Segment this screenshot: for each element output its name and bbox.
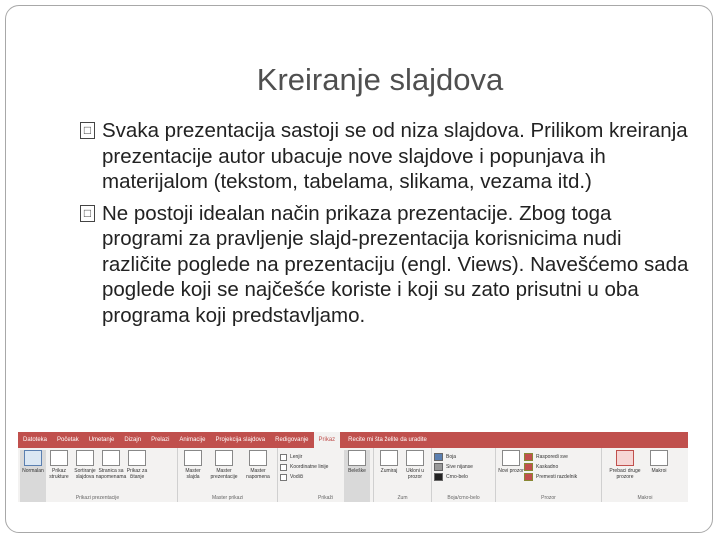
arrange-all-icon [524,453,533,461]
slide-sorter-icon [76,450,94,466]
gridlines-checkbox[interactable] [280,462,344,472]
normal-view-label: Normalan [22,468,44,474]
notes-master-icon [249,450,267,466]
new-window-icon [502,450,520,466]
slide-sorter-label: Sortiranje slajdova [74,468,96,480]
notes-icon [348,450,366,466]
notes-master-label: Master napomena [246,468,270,480]
handout-master-label: Master prezentacije [210,468,238,480]
group-label: Master prikazi [211,495,244,501]
black-white-option[interactable] [434,472,480,482]
cascade-icon [524,463,533,471]
tab-dizajn[interactable]: Dizajn [124,437,142,443]
arrange-all-button[interactable] [524,452,586,462]
move-split-label: Premesti razdelnik [536,474,578,480]
black-white-label: Crno-belo [446,474,468,480]
group-label: Makroi [637,495,653,501]
ribbon-groups [18,448,688,502]
ribbon-tabs [18,432,688,448]
reading-view-icon [128,450,146,466]
bullet-item [80,118,690,195]
tab-prikaz[interactable]: Prikaz [314,432,341,448]
group-zoom [374,448,432,502]
tab-redigovanje[interactable]: Redigovanje [275,437,309,443]
slide-title: Kreiranje slajdova [256,62,504,97]
group-label: Prozor [541,495,556,501]
group-master-views [178,448,278,502]
group-label: Prikazi prezentacije [75,495,120,501]
slide-body [80,118,690,334]
fit-to-window-label: Ukloni u prozor [405,468,425,480]
bullet-item [80,201,690,329]
handout-master-icon [215,450,233,466]
cascade-label: Kaskadno [536,464,559,470]
macros-icon [650,450,668,466]
group-label: Boja/crno-belo [447,495,480,501]
gridlines-label: Koordinatne linije [290,464,329,470]
outline-view-label: Prikaz strukture [49,468,69,480]
group-label: Zum [397,495,408,501]
slide-master-label: Master slajda [185,468,201,480]
grayscale-swatch-icon [434,463,443,471]
notes-label: Beleške [348,468,366,474]
bullet-text: Svaka prezentacija sastoji se od niza slajdova. Prilikom kreiranja prezentacije autor ubacuje nove slajdove i popunjava ih materijalom (tekstom, tabelama, slikama, vezama itd.) [102,119,688,193]
grayscale-option[interactable] [434,462,480,472]
outline-view-icon [50,450,68,466]
bullet-marker-icon: □ [80,122,95,139]
black-white-swatch-icon [434,473,443,481]
color-swatch-icon [434,453,443,461]
color-label: Boja [446,454,457,460]
arrange-all-label: Rasporedi sve [536,454,568,460]
group-label: Prikaži [317,495,333,501]
tell-me-search[interactable]: Recite mi šta želite da uradite [348,437,427,443]
group-macros [602,448,688,502]
fit-to-window-icon [406,450,424,466]
grayscale-label: Sive nijanse [446,464,473,470]
bullet-text: Ne postoji idealan način prikaza prezentacije. Zbog toga programi za pravljenje slajd-prezentacija korisnicima nudi različite poglede na prezentaciju (engl. Views). Navešćemo sada poglede koji se najčešće koriste i koji su zato prisutni u oba programa koji predstavljamo. [102,201,689,327]
ruler-checkbox[interactable] [280,452,344,462]
ribbon-screenshot [18,432,688,502]
ruler-label: Lenjir [290,454,303,460]
zoom-label: Zumiraj [380,468,398,474]
guides-checkbox[interactable] [280,472,344,482]
tab-animacije[interactable]: Animacije [179,437,206,443]
magnifier-icon [380,450,398,466]
tab-prelazi[interactable]: Prelazi [151,437,170,443]
group-presentation-views [18,448,178,502]
notes-page-label: Stranica sa napomenama [95,468,127,480]
switch-windows-label: Prebaci druge prozore [609,468,641,480]
notes-page-icon [102,450,120,466]
slide-master-icon [184,450,202,466]
group-window [496,448,602,502]
move-split-icon [524,473,533,481]
tab-datoteka[interactable]: Datoteka [23,437,48,443]
tab-pocetak[interactable]: Početak [57,437,79,443]
tab-projekcija-slajdova[interactable]: Projekcija slajdova [215,437,266,443]
new-window-label: Novi prozor [498,468,524,474]
switch-windows-icon [616,450,634,466]
group-color [432,448,496,502]
move-split-button[interactable] [524,472,586,482]
color-option[interactable] [434,452,480,462]
macros-label: Makroi [651,468,667,474]
cascade-button[interactable] [524,462,586,472]
tab-umetanje[interactable]: Umetanje [88,437,115,443]
reading-view-label: Prikaz za čitanje [126,468,148,480]
normal-view-icon [24,450,42,466]
bullet-marker-icon: □ [80,205,95,222]
group-show [278,448,374,502]
guides-label: Vodiči [290,474,304,480]
